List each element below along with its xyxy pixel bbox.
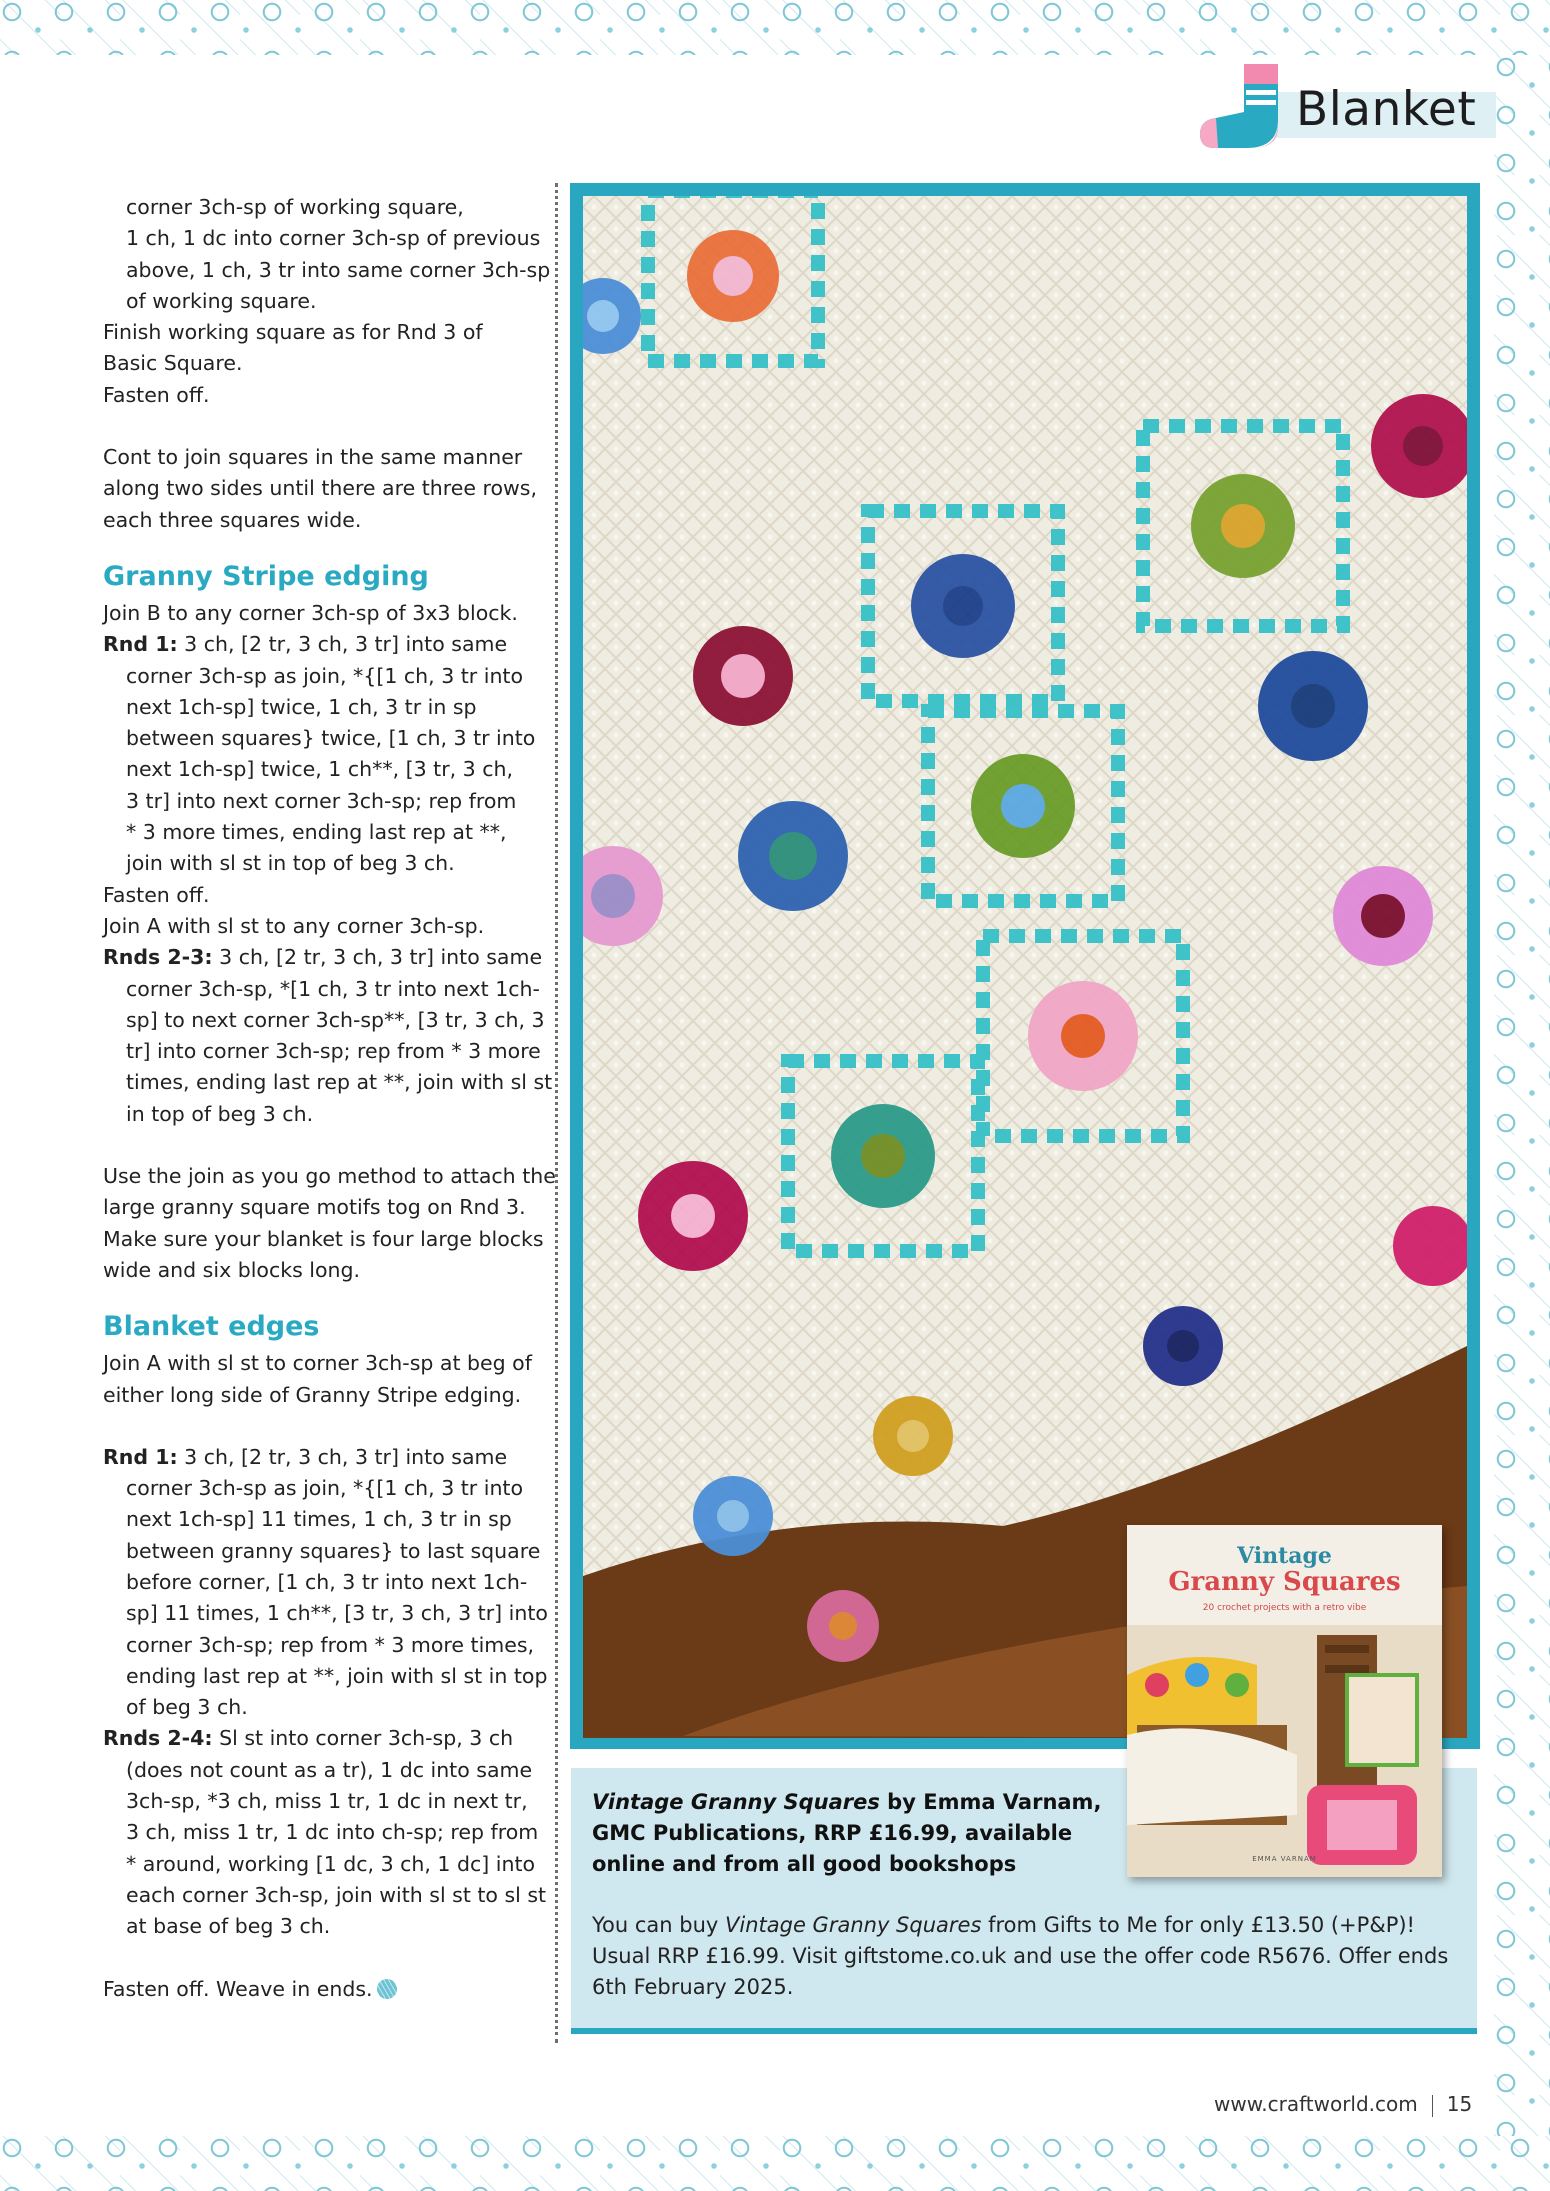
text-line: each corner 3ch-sp, join with sl st to sl st xyxy=(126,1882,547,1907)
page-number: 15 xyxy=(1446,2092,1473,2116)
text-line: (does not count as a tr), 1 dc into same xyxy=(126,1757,533,1782)
text-line: Join B to any corner 3ch-sp of 3x3 block. xyxy=(103,600,518,625)
round-label: Rnd 1: xyxy=(103,1444,178,1469)
offer-line: You can buy xyxy=(592,1913,726,1937)
text-line: Make sure your blanket is four large blocks xyxy=(103,1226,544,1251)
text-line: times, ending last rep at **, join with sl st xyxy=(126,1070,553,1095)
offer-text xyxy=(592,1910,1452,2003)
text-line: at base of beg 3 ch. xyxy=(126,1914,331,1939)
granny-square-blanket-illustration xyxy=(583,196,1467,1738)
book-credit-text: GMC Publications, RRP £16.99, available xyxy=(592,1821,1073,1845)
round-instruction xyxy=(103,629,543,660)
text-line: in top of beg 3 ch. xyxy=(126,1101,314,1126)
text-line: Sl st into corner 3ch-sp, 3 ch xyxy=(212,1726,514,1751)
text-line: Fasten off. Weave in ends. xyxy=(103,1976,373,2001)
text-line: Finish working square as for Rnd 3 of xyxy=(103,320,483,345)
book-cover-title: Granny Squares xyxy=(1168,1567,1401,1597)
text-line: corner 3ch-sp as join, *{[1 ch, 3 tr into xyxy=(126,663,524,688)
text-line: Cont to join squares in the same manner xyxy=(103,445,523,470)
round-label: Rnds 2-3: xyxy=(103,945,213,970)
text-line: wide and six blocks long. xyxy=(103,1257,361,1282)
blanket-photo xyxy=(583,196,1467,1738)
text-line: large granny square motifs tog on Rnd 3. xyxy=(103,1195,526,1220)
section-tag-title: Blanket xyxy=(1296,82,1477,137)
instructions-column xyxy=(103,192,556,2005)
text-line: Basic Square. xyxy=(103,351,243,376)
granny-stripe-heading: Granny Stripe edging xyxy=(103,560,429,592)
text-line: each three squares wide. xyxy=(103,507,362,532)
text-line: 1 ch, 1 dc into corner 3ch-sp of previous xyxy=(126,226,541,251)
round-instruction xyxy=(103,1723,543,1754)
text-line: * around, working [1 dc, 3 ch, 1 dc] into xyxy=(126,1851,536,1876)
text-line: join with sl st in top of beg 3 ch. xyxy=(126,851,455,876)
decorative-doodle-border-right xyxy=(1494,55,1550,2136)
text-line: 3 ch, [2 tr, 3 ch, 3 tr] into same xyxy=(177,1444,508,1469)
text-line: Fasten off. xyxy=(103,382,210,407)
text-line: 3ch-sp, *3 ch, miss 1 tr, 1 dc in next tr, xyxy=(126,1789,528,1814)
footer-separator xyxy=(1432,2095,1433,2117)
text-line: corner 3ch-sp; rep from * 3 more times, xyxy=(126,1632,535,1657)
text-line: between squares} twice, [1 ch, 3 tr into xyxy=(126,726,536,751)
text-line: Join A with sl st to any corner 3ch-sp. xyxy=(103,913,485,938)
book-cover-subtitle: 20 crochet projects with a retro vibe xyxy=(1202,1603,1367,1613)
text-line: 3 ch, [2 tr, 3 ch, 3 tr] into same xyxy=(212,945,543,970)
text-line: next 1ch-sp] twice, 1 ch**, [3 tr, 3 ch, xyxy=(126,757,514,782)
book-cover xyxy=(1127,1525,1442,1877)
text-line: above, 1 ch, 3 tr into same corner 3ch-sp xyxy=(126,257,551,282)
text-line: 3 ch, [2 tr, 3 ch, 3 tr] into same xyxy=(177,632,508,657)
round-label: Rnds 2-4: xyxy=(103,1726,213,1751)
book-credit-text: by Emma Varnam, xyxy=(879,1790,1102,1814)
blanket-edges-heading: Blanket edges xyxy=(103,1311,320,1343)
yarn-ball-icon xyxy=(377,1979,397,1999)
round-instruction xyxy=(103,942,543,973)
text-line: corner 3ch-sp of working square, xyxy=(126,195,464,219)
text-line: corner 3ch-sp, *[1 ch, 3 tr into next 1ch- xyxy=(126,976,540,1001)
offer-line: from Gifts to Me for only £13.50 (+P&P)! xyxy=(981,1913,1415,1937)
decorative-doodle-border-top xyxy=(0,0,1550,55)
text-line: sp] to next corner 3ch-sp**, [3 tr, 3 ch, 3 xyxy=(126,1007,545,1032)
text-line: tr] into corner 3ch-sp; rep from * 3 more xyxy=(126,1039,541,1064)
offer-book-title: Vintage Granny Squares xyxy=(725,1913,982,1937)
page-footer xyxy=(1214,2092,1472,2117)
text-line: along two sides until there are three rows, xyxy=(103,476,537,501)
round-instruction xyxy=(103,1442,543,1473)
text-line: 3 ch, miss 1 tr, 1 dc into ch-sp; rep from xyxy=(126,1820,539,1845)
book-credit-title: Vintage Granny Squares xyxy=(592,1790,880,1814)
text-line: Join A with sl st to corner 3ch-sp at beg of xyxy=(103,1351,532,1376)
footer-url: www.craftworld.com xyxy=(1214,2092,1418,2116)
text-line: before corner, [1 ch, 3 tr into next 1ch- xyxy=(126,1569,528,1594)
text-line: sp] 11 times, 1 ch**, [3 tr, 3 ch, 3 tr] into xyxy=(126,1601,548,1626)
final-instruction xyxy=(103,1974,543,2005)
book-cover-title: Vintage xyxy=(1237,1543,1332,1569)
book-credit xyxy=(592,1787,1132,1880)
book-cover-author: EMMA VARNAM xyxy=(1252,1855,1317,1863)
text-line: corner 3ch-sp as join, *{[1 ch, 3 tr into xyxy=(126,1476,524,1501)
text-line: of working square. xyxy=(126,288,317,313)
text-line: * 3 more times, ending last rep at **, xyxy=(126,820,507,845)
text-line: next 1ch-sp] 11 times, 1 ch, 3 tr in sp xyxy=(126,1507,512,1532)
book-cover-illustration xyxy=(1127,1525,1442,1877)
round-label: Rnd 1: xyxy=(103,632,178,657)
text-line: of beg 3 ch. xyxy=(126,1695,248,1720)
text-line: Fasten off. xyxy=(103,882,210,907)
column-divider xyxy=(555,183,558,2043)
sock-icon xyxy=(1196,60,1296,155)
offer-line: Usual RRP £16.99. Visit giftstome.co.uk and use the offer code R5676. Offer ends xyxy=(592,1944,1449,1968)
text-line: 3 tr] into next corner 3ch-sp; rep from xyxy=(126,788,517,813)
text-line: Use the join as you go method to attach the xyxy=(103,1164,556,1189)
text-line: next 1ch-sp] twice, 1 ch, 3 tr in sp xyxy=(126,694,477,719)
decorative-doodle-border-bottom xyxy=(0,2136,1550,2191)
text-line: either long side of Granny Stripe edging. xyxy=(103,1382,522,1407)
offer-line: 6th February 2025. xyxy=(592,1975,794,1999)
book-credit-text: online and from all good bookshops xyxy=(592,1852,1017,1876)
text-line: ending last rep at **, join with sl st in top xyxy=(126,1663,548,1688)
text-line: between granny squares} to last square xyxy=(126,1538,541,1563)
